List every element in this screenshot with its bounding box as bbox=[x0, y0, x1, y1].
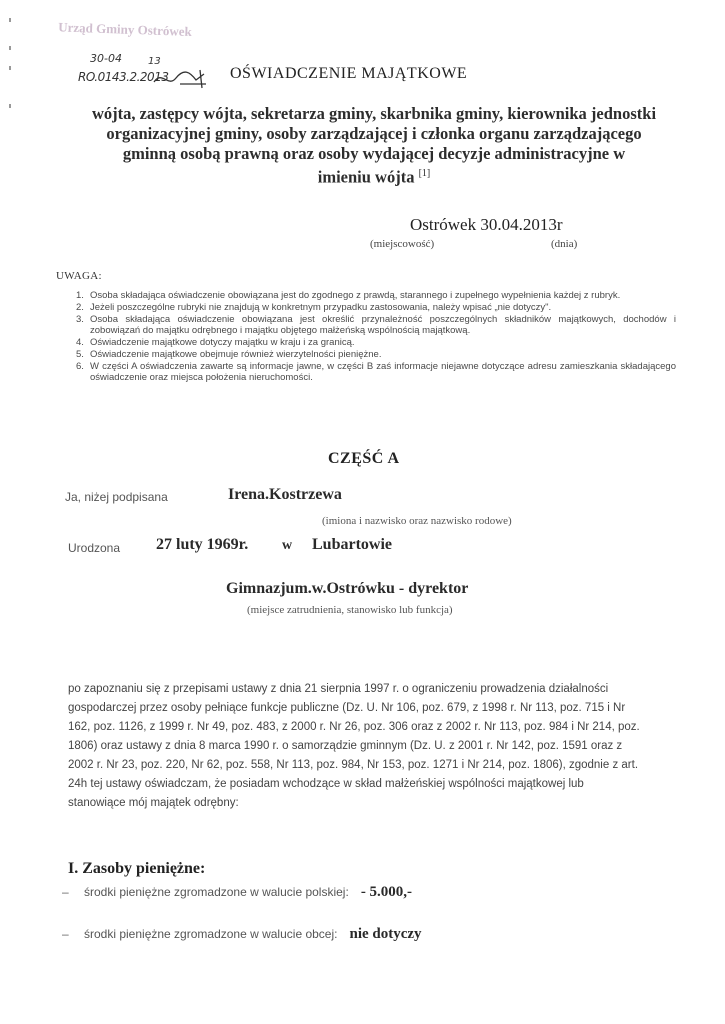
subtitle-line bbox=[50, 164, 698, 188]
notes-heading: UWAGA: bbox=[56, 270, 102, 282]
note-item: 6. W części A oświadczenia zawarte są informacje jawne, w części B zaś informacje niejawne dotyczące adresu zamieszkania składającego oświadczenie oraz miejsca położenia nieruchomości. bbox=[76, 361, 676, 383]
dash-icon: – bbox=[62, 927, 69, 941]
note-item: 2. Jeżeli poszczególne rubryki nie znajdują w konkretnym przypadku zastosowania, należy wpisać „nie dotyczy". bbox=[76, 302, 552, 313]
born-in-word: w bbox=[282, 538, 293, 553]
assets-item-value: - 5.000,- bbox=[360, 884, 413, 900]
assets-item bbox=[62, 925, 662, 943]
handwritten-number: 13 bbox=[148, 56, 161, 67]
date-caption: (dnia) bbox=[551, 238, 578, 250]
assets-item bbox=[62, 883, 662, 901]
name-caption: (imiona i nazwisko oraz nazwisko rodowe) bbox=[322, 515, 512, 527]
subtitle-line-text: imieniu wójta bbox=[317, 167, 415, 187]
dash-icon: – bbox=[62, 885, 69, 899]
notes-list bbox=[76, 290, 676, 384]
handwritten-date: 30-04 bbox=[90, 52, 122, 65]
note-item: 5. Oświadczenie majątkowe obejmuje również wierzytelności pieniężne. bbox=[76, 349, 382, 360]
employment: Gimnazjum.w.Ostrówku - dyrektor bbox=[226, 580, 469, 597]
part-a-heading: CZĘŚĆ A bbox=[328, 450, 400, 467]
document-title: OŚWIADCZENIE MAJĄTKOWE bbox=[230, 65, 468, 82]
margin-marks bbox=[8, 18, 12, 108]
birth-place: Lubartowie bbox=[312, 536, 392, 553]
assets-item-value: nie dotyczy bbox=[349, 926, 422, 942]
born-label: Urodzona bbox=[68, 541, 121, 555]
note-item: 3. Osoba składająca oświadczenie obowiązana jest określić przynależność poszczególnych składników majątkowych, dochodów i zobowiązań do majątku odrębnego i majątku objętego małżeńską wspólnością majątkową. bbox=[76, 314, 676, 336]
place-and-date: Ostrówek 30.04.2013r bbox=[410, 215, 563, 234]
subtitle-line: wójta, zastępcy wójta, sekretarza gminy, skarbnika gminy, kierownika jednostki bbox=[91, 104, 657, 123]
section-heading: I. Zasoby pieniężne: bbox=[68, 860, 206, 877]
assets-item-label: środki pieniężne zgromadzone w walucie obcej: bbox=[84, 927, 338, 941]
legal-basis-paragraph: po zapoznaniu się z przepisami ustawy z dnia 21 sierpnia 1997 r. o ograniczeniu prowadzenia działalności gospodarczej przez osoby pełniące funkcje publiczne (Dz. U. Nr 106, poz. 679, z 1998 r. Nr 113, poz. 715 i Nr 162, poz. 1126, z 1999 r. Nr 49, poz. 483, z 2000 r. Nr 26, poz. 306 oraz z 2002 r. Nr 113, poz. 984 i Nr 214, poz. 1806) oraz ustawy z dnia 8 marca 1990 r. o samorządzie gminnym (Dz. U. z 2001 r. Nr 142, poz. 1591 oraz z 2002 r. Nr 23, poz. 220, Nr 62, poz. 558, Nr 113, poz. 984, Nr 153, poz. 1271 i Nr 214, poz. 1806), zgodnie z art. 24h tej ustawy oświadczam, że posiadam wchodzące w skład małżeńskiej wspólności majątkowej lub stanowiące mój majątek odrębny: bbox=[68, 683, 640, 809]
birth-date: 27 luty 1969r. bbox=[156, 536, 249, 553]
note-item: 1. Osoba składająca oświadczenie obowiązana jest do zgodnego z prawdą, starannego i zupełnego wypełnienia każdej z rubryk. bbox=[76, 290, 621, 301]
declarant-name: Irena.Kostrzewa bbox=[228, 486, 342, 503]
footnote-mark: [1] bbox=[418, 168, 431, 179]
declarant-label: Ja, niżej podpisana bbox=[65, 490, 168, 504]
subtitle-line: organizacyjnej gminy, osoby zarządzającej i członka organu zarządzającego bbox=[106, 124, 642, 143]
document-subtitle bbox=[50, 104, 698, 188]
office-stamp: Urząd Gminy Ostrówek bbox=[57, 19, 193, 40]
handwritten-reference: RO.0143.2.2013 bbox=[78, 70, 169, 84]
employment-caption: (miejsce zatrudnienia, stanowisko lub funkcja) bbox=[247, 604, 453, 616]
subtitle-line: gminną osobą prawną oraz osoby wydającej decyzje administracyjne w bbox=[122, 144, 626, 163]
note-item: 4. Oświadczenie majątkowe dotyczy majątku w kraju i za granicą. bbox=[76, 337, 355, 348]
place-caption: (miejscowość) bbox=[370, 238, 435, 250]
handwritten-signature-icon bbox=[150, 66, 210, 90]
assets-item-label: środki pieniężne zgromadzone w walucie polskiej: bbox=[84, 885, 349, 899]
